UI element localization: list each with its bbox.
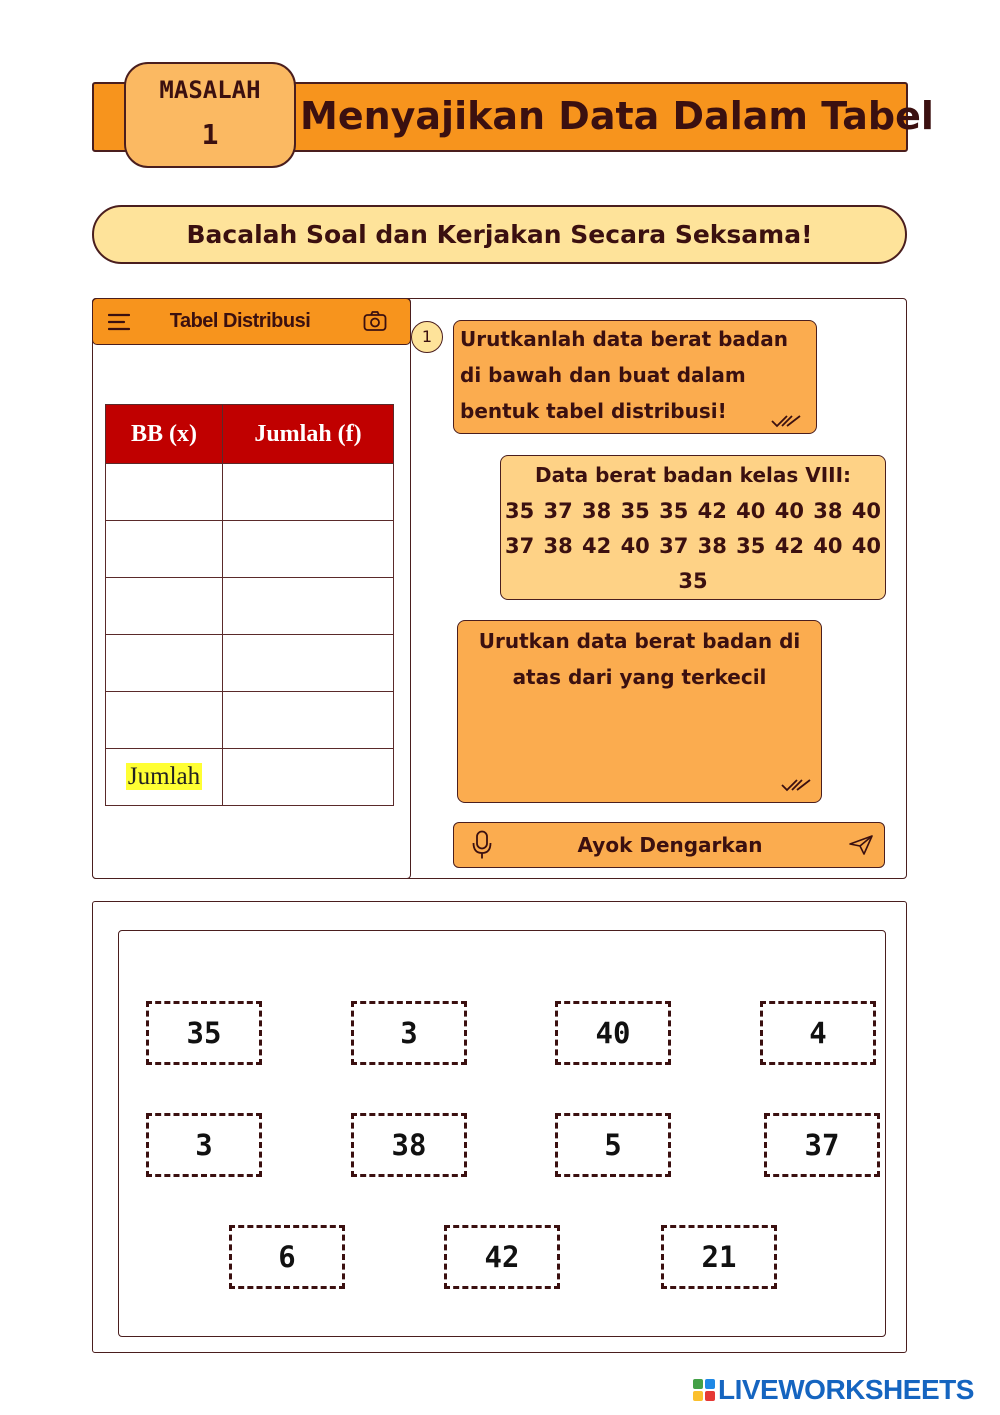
input-cell-f[interactable] xyxy=(223,464,394,521)
problem-badge-number: 1 xyxy=(201,118,219,151)
instruction-banner: Bacalah Soal dan Kerjakan Secara Seksama! xyxy=(92,205,907,264)
camera-icon xyxy=(363,310,387,332)
distribution-table xyxy=(105,404,394,806)
answer-chip[interactable]: 3 xyxy=(351,1001,467,1065)
input-cell-f[interactable] xyxy=(223,635,394,692)
input-cell-total[interactable] xyxy=(223,749,394,806)
table-panel-title: Tabel Distribusi xyxy=(169,310,311,332)
listen-label[interactable]: Ayok Dengarkan xyxy=(577,833,763,857)
microphone-icon[interactable] xyxy=(471,830,493,860)
total-row xyxy=(106,749,394,806)
table-row xyxy=(106,578,394,635)
step-number: 1 xyxy=(411,321,443,353)
send-icon[interactable] xyxy=(848,834,874,856)
data-row: 35 xyxy=(678,569,708,593)
input-cell-x[interactable] xyxy=(106,635,223,692)
question-bubble xyxy=(453,320,817,434)
menu-icon xyxy=(108,313,130,331)
answer-chip[interactable]: 37 xyxy=(764,1113,880,1177)
answer-chip[interactable]: 38 xyxy=(351,1113,467,1177)
column-header-jumlah: Jumlah (f) xyxy=(223,405,394,464)
total-label-cell xyxy=(106,749,223,806)
problem-badge xyxy=(124,62,296,168)
table-row xyxy=(106,635,394,692)
answer-chip[interactable]: 42 xyxy=(444,1225,560,1289)
answer-chip[interactable]: 5 xyxy=(555,1113,671,1177)
input-cell-x[interactable] xyxy=(106,692,223,749)
total-label: Jumlah xyxy=(127,763,201,790)
input-cell-f[interactable] xyxy=(223,521,394,578)
column-header-bb: BB (x) xyxy=(106,405,223,464)
input-cell-x[interactable] xyxy=(106,578,223,635)
answer-chip[interactable]: 3 xyxy=(146,1113,262,1177)
data-row: 37 38 42 40 37 38 35 42 40 40 xyxy=(504,534,882,558)
task-text: Urutkan data berat badan di atas dari yang terkecil xyxy=(478,629,801,689)
task-bubble xyxy=(457,620,822,803)
double-check-icon xyxy=(770,413,804,429)
input-cell-x[interactable] xyxy=(106,464,223,521)
data-row: 35 37 38 35 35 42 40 40 38 40 xyxy=(504,499,882,523)
brand-logo: LIVEWORKSHEETS xyxy=(718,1374,974,1405)
input-cell-x[interactable] xyxy=(106,521,223,578)
data-bubble xyxy=(500,455,886,600)
answer-chip[interactable]: 40 xyxy=(555,1001,671,1065)
table-row xyxy=(106,464,394,521)
answer-chip[interactable]: 35 xyxy=(146,1001,262,1065)
liveworksheets-logo-icon xyxy=(692,1378,716,1402)
problem-badge-label: MASALAH xyxy=(159,76,261,104)
answer-chip[interactable]: 4 xyxy=(760,1001,876,1065)
table-row xyxy=(106,692,394,749)
double-check-icon xyxy=(780,777,814,793)
input-cell-f[interactable] xyxy=(223,692,394,749)
data-title: Data berat badan kelas VIII: xyxy=(534,463,852,487)
input-cell-f[interactable] xyxy=(223,578,394,635)
answer-chip[interactable]: 21 xyxy=(661,1225,777,1289)
answer-chip[interactable]: 6 xyxy=(229,1225,345,1289)
page-title: Menyajikan Data Dalam Tabel xyxy=(300,94,934,138)
question-text: Urutkanlah data berat badan di bawah dan buat dalam bentuk tabel distribusi! xyxy=(460,327,788,423)
table-row xyxy=(106,521,394,578)
